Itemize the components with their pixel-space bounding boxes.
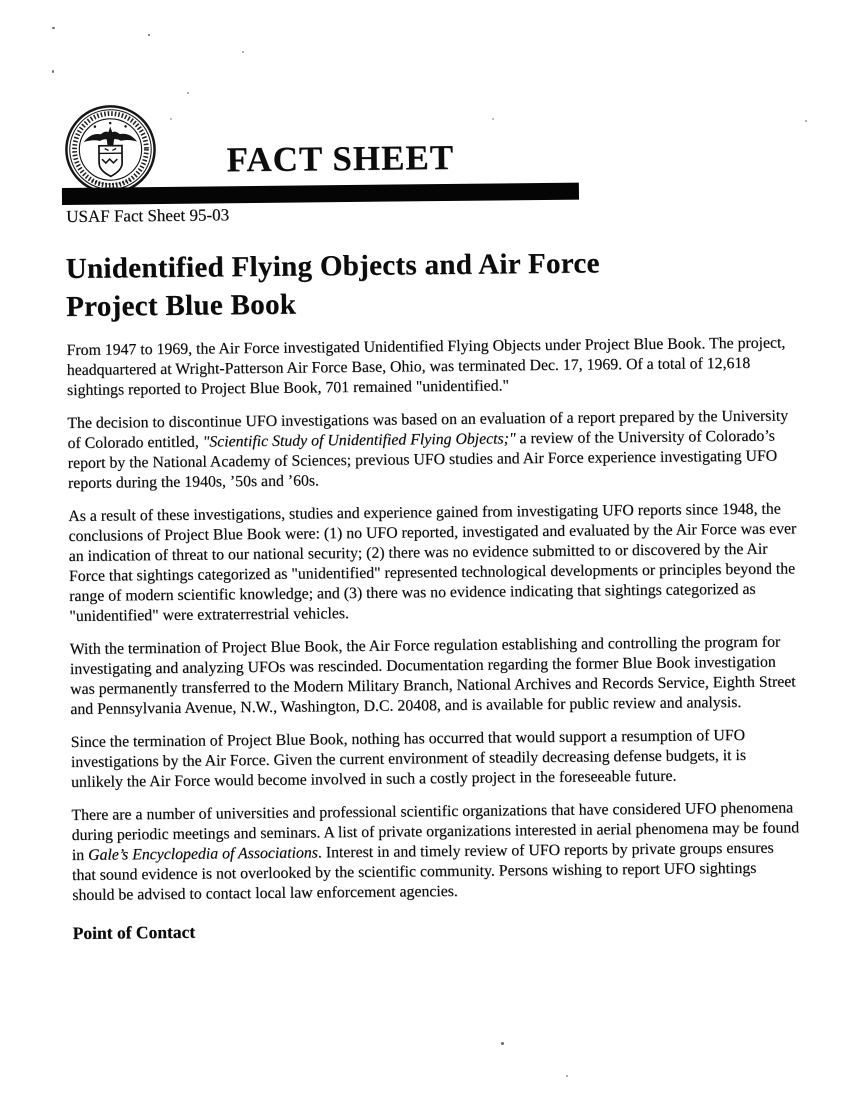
scan-speck [501,1042,504,1045]
paragraph-text: Since the termination of Project Blue Book, nothing has occurred that would support a resumption of UFO investigations by the Air Force. Given the current environment of steadily decreasing defense budgets, it is unlikely the Air Force would become involved in such a costly project in the foreseeable future. [70,726,747,791]
scan-speck [52,70,54,73]
scan-speck [566,1075,568,1077]
sheet-number: USAF Fact Sheet 95-03 [66,205,230,226]
italic-citation: "Scientific Study of Unidentified Flying Objects;" [202,430,516,451]
scan-speck [805,120,807,122]
page-title [66,242,795,326]
paragraph-resumption [71,725,800,793]
usaf-seal-icon [62,103,159,196]
paragraph-text: As a result of these investigations, studies and experience gained from investigating UFO reports since 1948, the conclusions of Project Blue Book were: (1) no UFO reported, investigated and evaluated by the Air Force was ever an indication of threat to our national security; (2) there was no evidence submitted to or discovered by the Air Force that sightings categorized as "unidentified" represented technological developments or principles beyond the range of modern scientific knowledge; and (3) there was no evidence indicating that sightings categorized as "unidentified" were extraterrestrial vehicles. [68,500,797,625]
paragraph-text: With the termination of Project Blue Book, the Air Force regulation establishing and controlling the program for investigating and analyzing UFOs was rescinded. Documentation regarding the former Blue Book investigation was permanently transferred to the Modern Military Branch, National Archives and Records Service, Eighth Street and Pennsylvania Avenue, N.W., Washington, D.C. 20408, and is available for public review and analysis. [69,633,796,718]
paragraph-overview [66,333,795,401]
paragraph-text: . Interest in and timely review of UFO reports by private groups ensures that sound evidence is not overlooked by the scientific community. Persons wishing to report UFO sightings should be advised to contact local law enforcement agencies. [71,839,774,904]
scan-speck [242,51,244,53]
paragraph-text: a review of the University of Colorado’s report by the National Academy of Sciences; previous UFO studies and Air Force experience investigating UFO reports during the 1940s, ’50s and ’60s. [67,427,778,492]
paragraph-organizations [71,798,800,906]
scan-speck [187,92,189,94]
paragraph-records [70,632,799,720]
scan-speck [52,27,55,29]
paragraph-conclusions [68,499,797,627]
paragraph-decision [67,406,796,494]
masthead-title: FACT SHEET [226,137,455,180]
paragraph-text: The decision to discontinue UFO investigations was based on an evaluation of a report prepared by the University of Colorado entitled, [67,407,789,452]
page-title-line2: Project Blue Book [65,288,297,323]
scan-speck [148,34,150,36]
contact-heading: Point of Contact [72,921,196,943]
paragraph-text: From 1947 to 1969, the Air Force investigated Unidentified Flying Objects under Project Blue Book. The project, headquartered at Wright-Patterson Air Force Base, Ohio, was terminated Dec. 17, 1969. Of a total of 12,618 sightings reported to Project Blue Book, 701 remained "unidentified." [66,334,786,399]
document-header [64,96,793,246]
paragraph-text: There are a number of universities and professional scientific organizations that have considered UFO phenomena during periodic meetings and seminars. A list of private organizations interested in aerial phenomena may be found in [71,799,800,864]
page-title-line1: Unidentified Flying Objects and Air Force [65,247,600,285]
italic-citation: Gale’s Encyclopedia of Associations [88,844,318,864]
